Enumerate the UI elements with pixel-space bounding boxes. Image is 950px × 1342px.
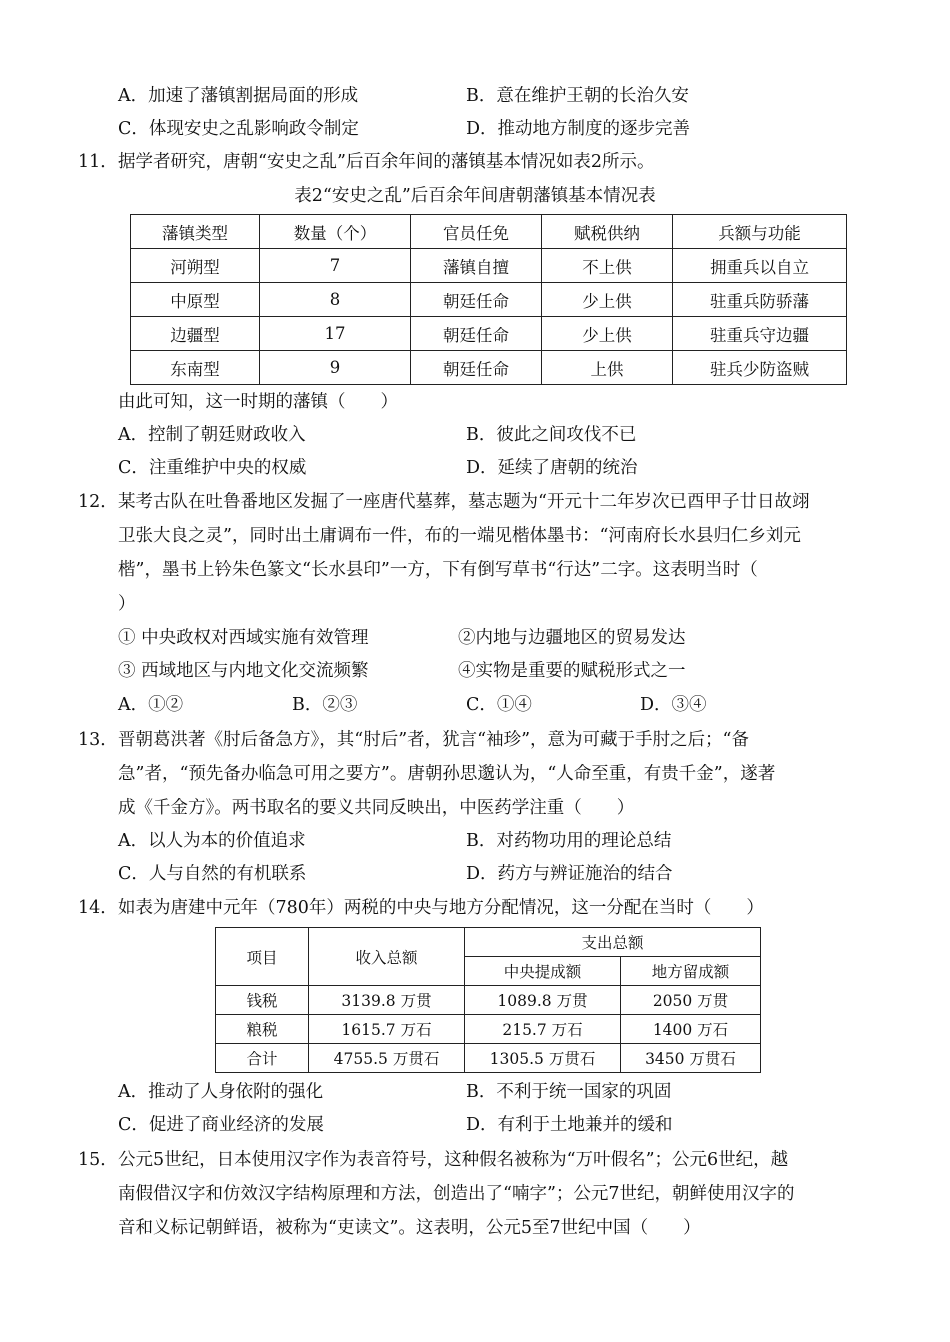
table-cell: 17: [260, 317, 411, 351]
table-cell: 8: [260, 283, 411, 317]
table-cell: 边疆型: [131, 317, 260, 351]
table-row: [216, 1044, 761, 1073]
table-cell: 少上供: [542, 283, 673, 317]
q11-table-caption: 表2“安史之乱”后百余年间唐朝藩镇基本情况表: [294, 186, 656, 206]
q12-statement: ④实物是重要的赋税形式之一: [458, 661, 686, 681]
table-cell: 藩镇自擅: [411, 249, 542, 283]
q13-number: 13．: [78, 730, 118, 750]
table-cell: 1305.5 万贯石: [465, 1044, 621, 1073]
q12-option-b: B．②③: [292, 695, 358, 715]
table-header-row: [216, 928, 761, 957]
q11-option-a: A．控制了朝廷财政收入: [118, 425, 306, 445]
table-header-cell: 地方留成额: [621, 957, 761, 986]
table-header-cell: 中央提成额: [465, 957, 621, 986]
q14-table: [215, 927, 761, 1073]
table-cell: 1089.8 万贯: [465, 986, 621, 1015]
table-row: [216, 986, 761, 1015]
q12-statement: ① 中央政权对西域实施有效管理: [118, 628, 369, 648]
q11-number: 11．: [78, 152, 118, 172]
q11-option-b: B．彼此之间攻伐不已: [466, 425, 637, 445]
table-cell: 9: [260, 351, 411, 385]
table-cell: 2050 万贯: [621, 986, 761, 1015]
table-cell: 钱税: [216, 986, 309, 1015]
q14-option-d: D．有利于土地兼并的缓和: [466, 1115, 673, 1135]
q12-line: 某考古队在吐鲁番地区发掘了一座唐代墓葬，墓志题为“开元十二年岁次已酉甲子廿日故翊: [118, 492, 810, 512]
table-header-cell: 收入总额: [309, 928, 465, 986]
table-header-cell: 项目: [216, 928, 309, 986]
table-cell: 215.7 万石: [465, 1015, 621, 1044]
table-cell: 驻重兵守边疆: [673, 317, 847, 351]
q14-option-b: B．不利于统一国家的巩固: [466, 1082, 672, 1102]
table-header-row: [131, 215, 847, 249]
table-row: [216, 1015, 761, 1044]
q13-option-b: B．对药物功用的理论总结: [466, 831, 672, 851]
table-row: [131, 317, 847, 351]
q10-option-d: D．推动地方制度的逐步完善: [466, 119, 691, 139]
table-cell: 上供: [542, 351, 673, 385]
table-header-cell: 藩镇类型: [131, 215, 260, 249]
q10-option-c: C．体现安史之乱影响政令制定: [118, 119, 359, 139]
q14-stem: 如表为唐建中元年（780年）两税的中央与地方分配情况，这一分配在当时（ ）: [118, 898, 764, 918]
table-header-cell: 赋税供纳: [542, 215, 673, 249]
q12-statement: ③ 西域地区与内地文化交流频繁: [118, 661, 369, 681]
q11-option-d: D．延续了唐朝的统治: [466, 458, 638, 478]
q12-option-a: A．①②: [118, 695, 184, 715]
q12-line: 卫张大良之灵”，同时出土庸调布一件，布的一端见楷体墨书：“河南府长水县归仁乡刘元: [118, 526, 801, 546]
table-cell: 东南型: [131, 351, 260, 385]
table-cell: 1400 万石: [621, 1015, 761, 1044]
table-cell: 1615.7 万石: [309, 1015, 465, 1044]
table-row: [131, 283, 847, 317]
table-row: [131, 249, 847, 283]
q15-line: 南假借汉字和仿效汉字结构原理和方法，创造出了“喃字”；公元7世纪，朝鲜使用汉字的: [118, 1184, 795, 1204]
q13-option-d: D．药方与辨证施治的结合: [466, 864, 673, 884]
q13-option-a: A．以人为本的价值追求: [118, 831, 306, 851]
q12-line: 楷”，墨书上钤朱色篆文“长水县印”一方，下有倒写草书“行达”二字。这表明当时（: [118, 560, 758, 580]
table-row: [131, 351, 847, 385]
q11-option-c: C．注重维护中央的权威: [118, 458, 307, 478]
table-header-cell: 官员任免: [411, 215, 542, 249]
q15-line: 公元5世纪，日本使用汉字作为表音符号，这种假名被称为“万叶假名”；公元6世纪，越: [118, 1150, 789, 1170]
table-cell: 驻重兵防骄藩: [673, 283, 847, 317]
q15-line: 音和义标记朝鲜语，被称为“吏读文”。这表明，公元5至7世纪中国（ ）: [118, 1218, 701, 1238]
table-cell: 河朔型: [131, 249, 260, 283]
table-cell: 驻兵少防盗贼: [673, 351, 847, 385]
table-cell: 合计: [216, 1044, 309, 1073]
q13-line: 急”者，“预先备办临急可用之要方”。唐朝孙思邈认为，“人命至重，有贵千金”，遂著: [118, 764, 776, 784]
table-cell: 4755.5 万贯石: [309, 1044, 465, 1073]
q13-line: 成《千金方》。两书取名的要义共同反映出，中医药学注重（ ）: [118, 798, 635, 818]
q12-option-d: D．③④: [640, 695, 707, 715]
q13-option-c: C．人与自然的有机联系: [118, 864, 307, 884]
q12-number: 12．: [78, 492, 118, 512]
q13-line: 晋朝葛洪著《肘后备急方》，其“肘后”者，犹言“袖珍”，意为可藏于手肘之后；“备: [118, 730, 749, 750]
q11-question: 由此可知，这一时期的藩镇（ ）: [118, 392, 398, 412]
q12-option-c: C．①④: [466, 695, 532, 715]
table-cell: 3139.8 万贯: [309, 986, 465, 1015]
table-cell: 不上供: [542, 249, 673, 283]
table-cell: 朝廷任命: [411, 351, 542, 385]
q11-table: [130, 214, 847, 385]
q10-option-a: A．加速了藩镇割据局面的形成: [118, 86, 359, 106]
q14-option-c: C．促进了商业经济的发展: [118, 1115, 324, 1135]
table-cell: 3450 万贯石: [621, 1044, 761, 1073]
q14-option-a: A．推动了人身依附的强化: [118, 1082, 324, 1102]
table-header-cell: 支出总额: [465, 928, 761, 957]
q14-number: 14．: [78, 898, 118, 918]
q11-stem: 据学者研究，唐朝“安史之乱”后百余年间的藩镇基本情况如表2所示。: [118, 152, 655, 172]
table-header-cell: 数量（个）: [260, 215, 411, 249]
q12-statement: ②内地与边疆地区的贸易发达: [458, 628, 686, 648]
table-cell: 7: [260, 249, 411, 283]
q10-option-b: B．意在维护王朝的长治久安: [466, 86, 689, 106]
table-cell: 朝廷任命: [411, 283, 542, 317]
q15-number: 15．: [78, 1150, 118, 1170]
table-header-cell: 兵额与功能: [673, 215, 847, 249]
table-cell: 少上供: [542, 317, 673, 351]
q12-line: ）: [118, 594, 136, 614]
table-cell: 拥重兵以自立: [673, 249, 847, 283]
table-cell: 朝廷任命: [411, 317, 542, 351]
table-cell: 粮税: [216, 1015, 309, 1044]
table-cell: 中原型: [131, 283, 260, 317]
